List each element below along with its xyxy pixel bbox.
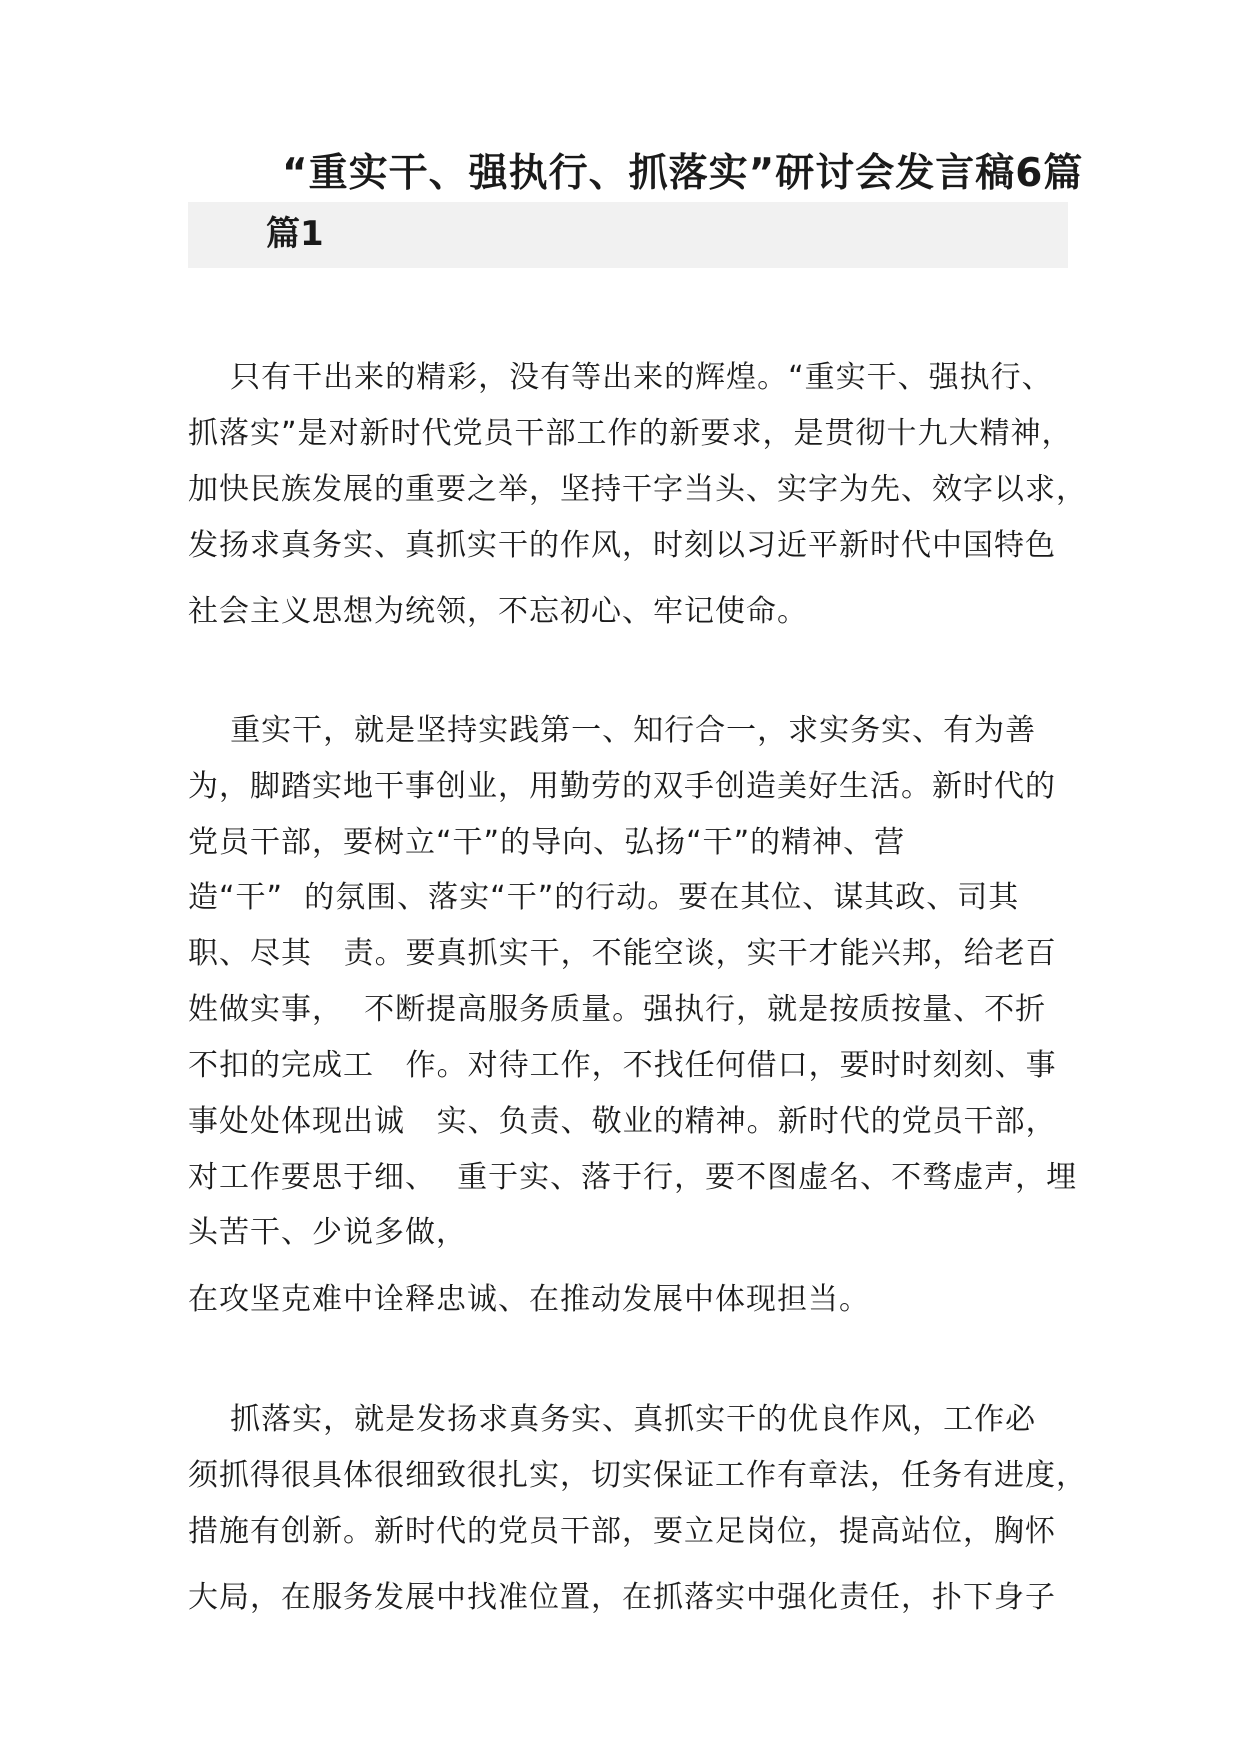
paragraph-2-line-8: 事处处体现出诚 实、负责、敬业的精神。新时代的党员干部， (188, 1104, 1057, 1139)
paragraph-2-line-5: 职、尽其 责。要真抓实干，不能空谈，实干才能兴邦，给老百 (188, 936, 1057, 971)
paragraph-2-line-10: 头苦干、少说多做， (188, 1215, 467, 1250)
paragraph-3-line-2: 须抓得很具体很细致很扎实，切实保证工作有章法，任务有进度， (188, 1458, 1087, 1493)
paragraph-2-line-1: 重实干，就是坚持实践第一、知行合一，求实务实、有为善 (188, 713, 1037, 748)
document-title: “重实干、强执行、抓落实”研讨会发言稿6篇 (282, 151, 1084, 196)
paragraph-1-line-5: 社会主义思想为统领，不忘初心、牢记使命。 (188, 594, 808, 629)
paragraph-3-line-1: 抓落实，就是发扬求真务实、真抓实干的优良作风，工作必 (188, 1402, 1037, 1437)
paragraph-2-line-7: 不扣的完成工 作。对待工作，不找任何借口，要时时刻刻、事 (188, 1048, 1057, 1083)
paragraph-1-line-3: 加快民族发展的重要之举，坚持干字当头、实字为先、效字以求， (188, 472, 1087, 507)
paragraph-2-line-6: 姓做实事， 不断提高服务质量。强执行，就是按质按量、不折 (188, 992, 1047, 1027)
paragraph-3-line-4: 大局，在服务发展中找准位置，在抓落实中强化责任，扑下身子 (188, 1580, 1056, 1615)
section-heading: 篇1 (266, 214, 324, 254)
paragraph-1-line-4: 发扬求真务实、真抓实干的作风，时刻以习近平新时代中国特色 (188, 528, 1056, 563)
paragraph-2-line-9: 对工作要思于细、 重于实、落于行，要不图虚名、不骛虚声，埋 (188, 1160, 1078, 1195)
paragraph-2-line-4: 造“干” 的氛围、落实“干”的行动。要在其位、谋其政、司其 (188, 880, 1020, 915)
paragraph-1-line-2: 抓落实”是对新时代党员干部工作的新要求，是贯彻十九大精神， (188, 416, 1073, 451)
paragraph-2-line-2: 为，脚踏实地干事创业，用勤劳的双手创造美好生活。新时代的 (188, 769, 1056, 804)
paragraph-2-line-3: 党员干部，要树立“干”的导向、弘扬“干”的精神、营 (188, 825, 906, 860)
paragraph-3-line-3: 措施有创新。新时代的党员干部，要立足岗位，提高站位，胸怀 (188, 1514, 1056, 1549)
paragraph-2-line-11: 在攻坚克难中诠释忠诚、在推动发展中体现担当。 (188, 1282, 870, 1317)
paragraph-1-line-1: 只有干出来的精彩，没有等出来的辉煌。“重实干、强执行、 (188, 360, 1053, 395)
